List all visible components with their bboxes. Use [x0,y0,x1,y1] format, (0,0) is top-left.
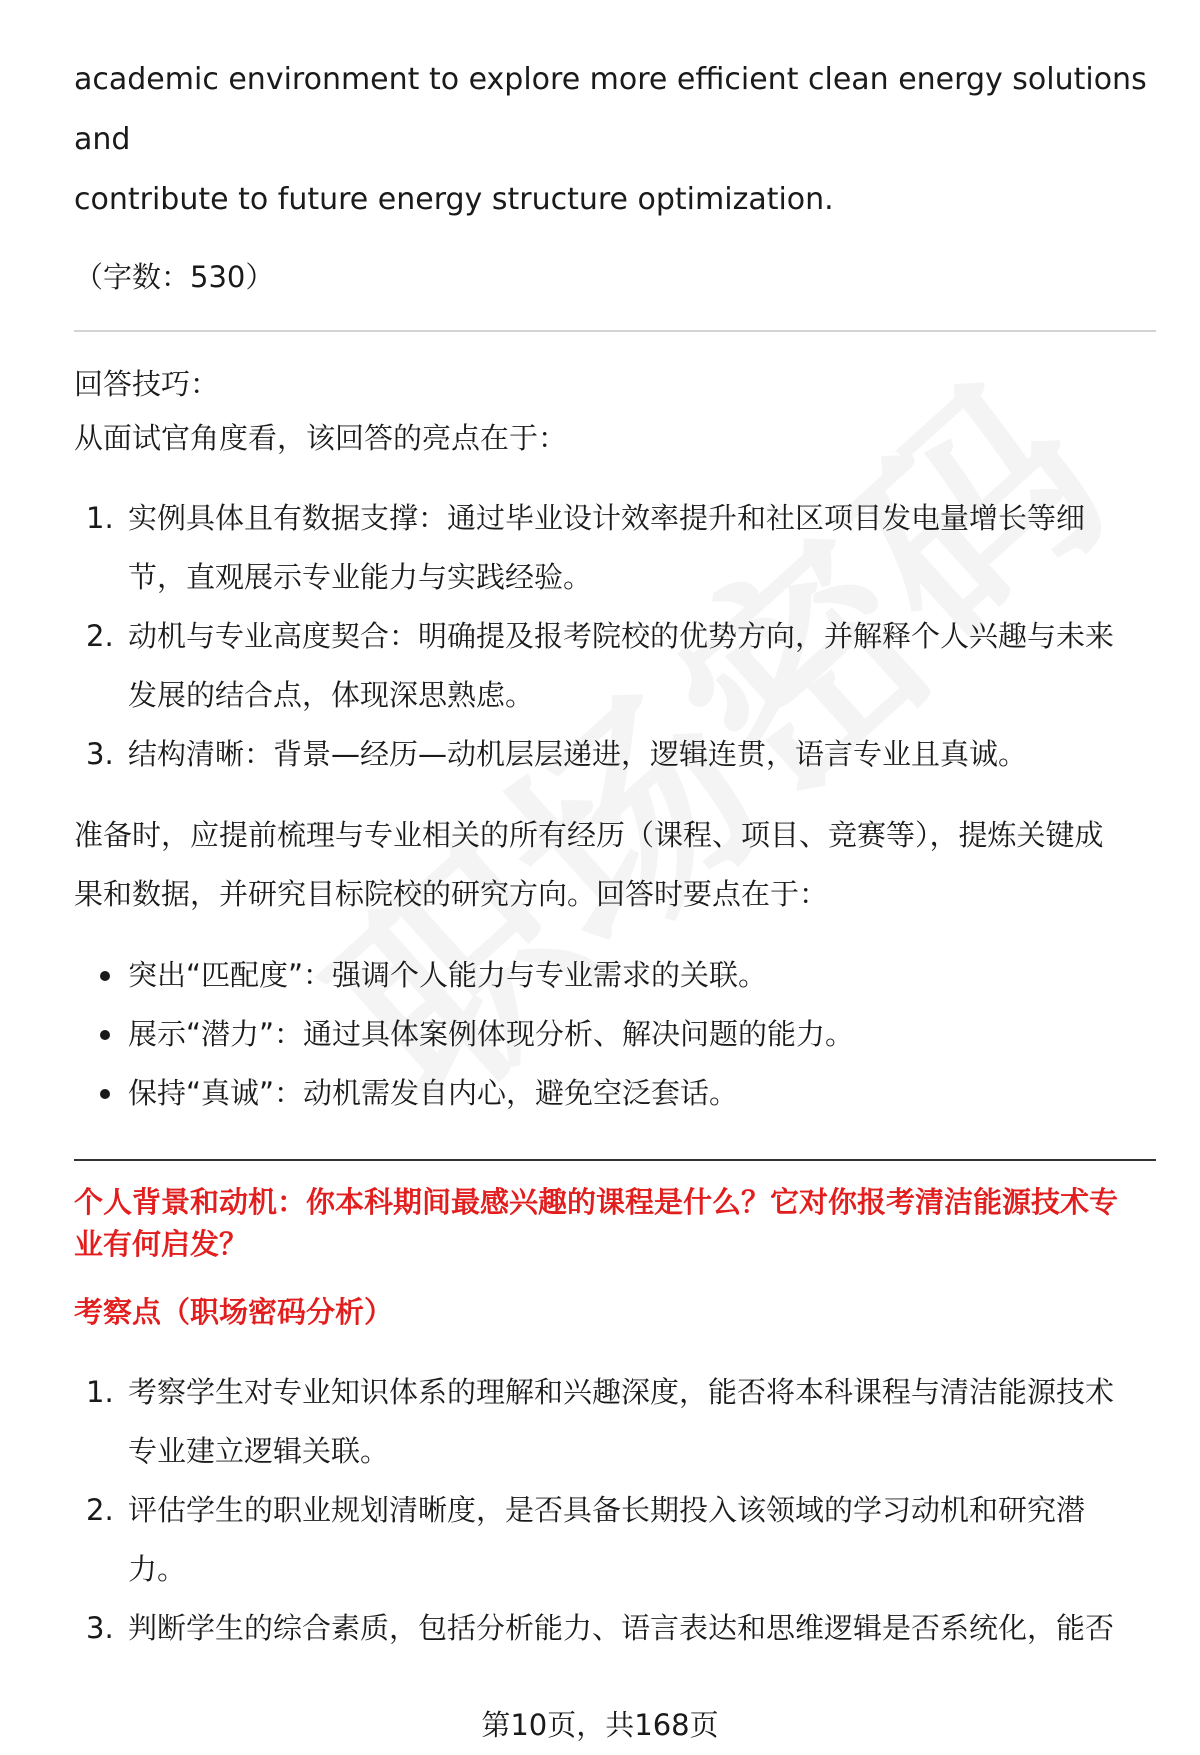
bullet-icon [100,1030,110,1040]
word-count: （字数：530） [74,260,275,294]
list-item: 3. 结构清晰：背景—经历—动机层层递进，逻辑连贯，语言专业且真诚。 [86,737,1028,771]
list-item: 2. 动机与专业高度契合：明确提及报考院校的优势方向，并解释个人兴趣与未来 发展的结合点，体现深思熟虑。 [86,619,1115,712]
bullet-icon [100,1089,110,1099]
tips-label: 回答技巧： [74,367,220,401]
prep-line: 果和数据，并研究目标院校的研究方向。回答时要点在于： [74,877,829,911]
list-item: 突出“匹配度”：强调个人能力与专业需求的关联。 [74,946,1156,1005]
list-item: 1. 实例具体且有数据支撑：通过毕业设计效率提升和社区项目发电量增长等细 节，直观展示专业能力与实践经验。 [86,501,1086,594]
intro-line: academic environment to explore more efficient clean energy solutions and [74,62,1147,157]
list-item: 1. 考察学生对专业知识体系的理解和兴趣深度，能否将本科课程与清洁能源技术 专业建立逻辑关联。 [86,1375,1115,1468]
highlights-list [74,489,1156,784]
bullet-icon [100,971,110,981]
tips-intro: 从面试官角度看，该回答的亮点在于： [74,421,568,455]
question-line: 个人背景和动机：你本科期间最感兴趣的课程是什么？它对你报考清洁能源技术专 [74,1185,1119,1219]
page-footer: 第10页，共168页 [481,1708,719,1742]
points-list [74,946,1156,1123]
list-item: 3. 判断学生的综合素质，包括分析能力、语言表达和思维逻辑是否系统化，能否 [86,1611,1115,1645]
prep-line: 准备时，应提前梳理与专业相关的所有经历（课程、项目、竞赛等），提炼关键成 [74,818,1104,852]
question-line: 业有何启发？ [74,1227,249,1261]
list-item: 2. 评估学生的职业规划清晰度，是否具备长期投入该领域的学习动机和研究潜 力。 [86,1493,1086,1586]
exam-points-list [74,1363,1156,1658]
list-item: 展示“潜力”：通过具体案例体现分析、解决问题的能力。 [74,1005,1156,1064]
exam-label: 考察点（职场密码分析） [74,1295,394,1329]
intro-line: contribute to future energy structure optimization. [74,182,834,217]
page-content [74,0,1156,1658]
list-item: 保持“真诚”：动机需发自内心，避免空泛套话。 [74,1064,1156,1123]
